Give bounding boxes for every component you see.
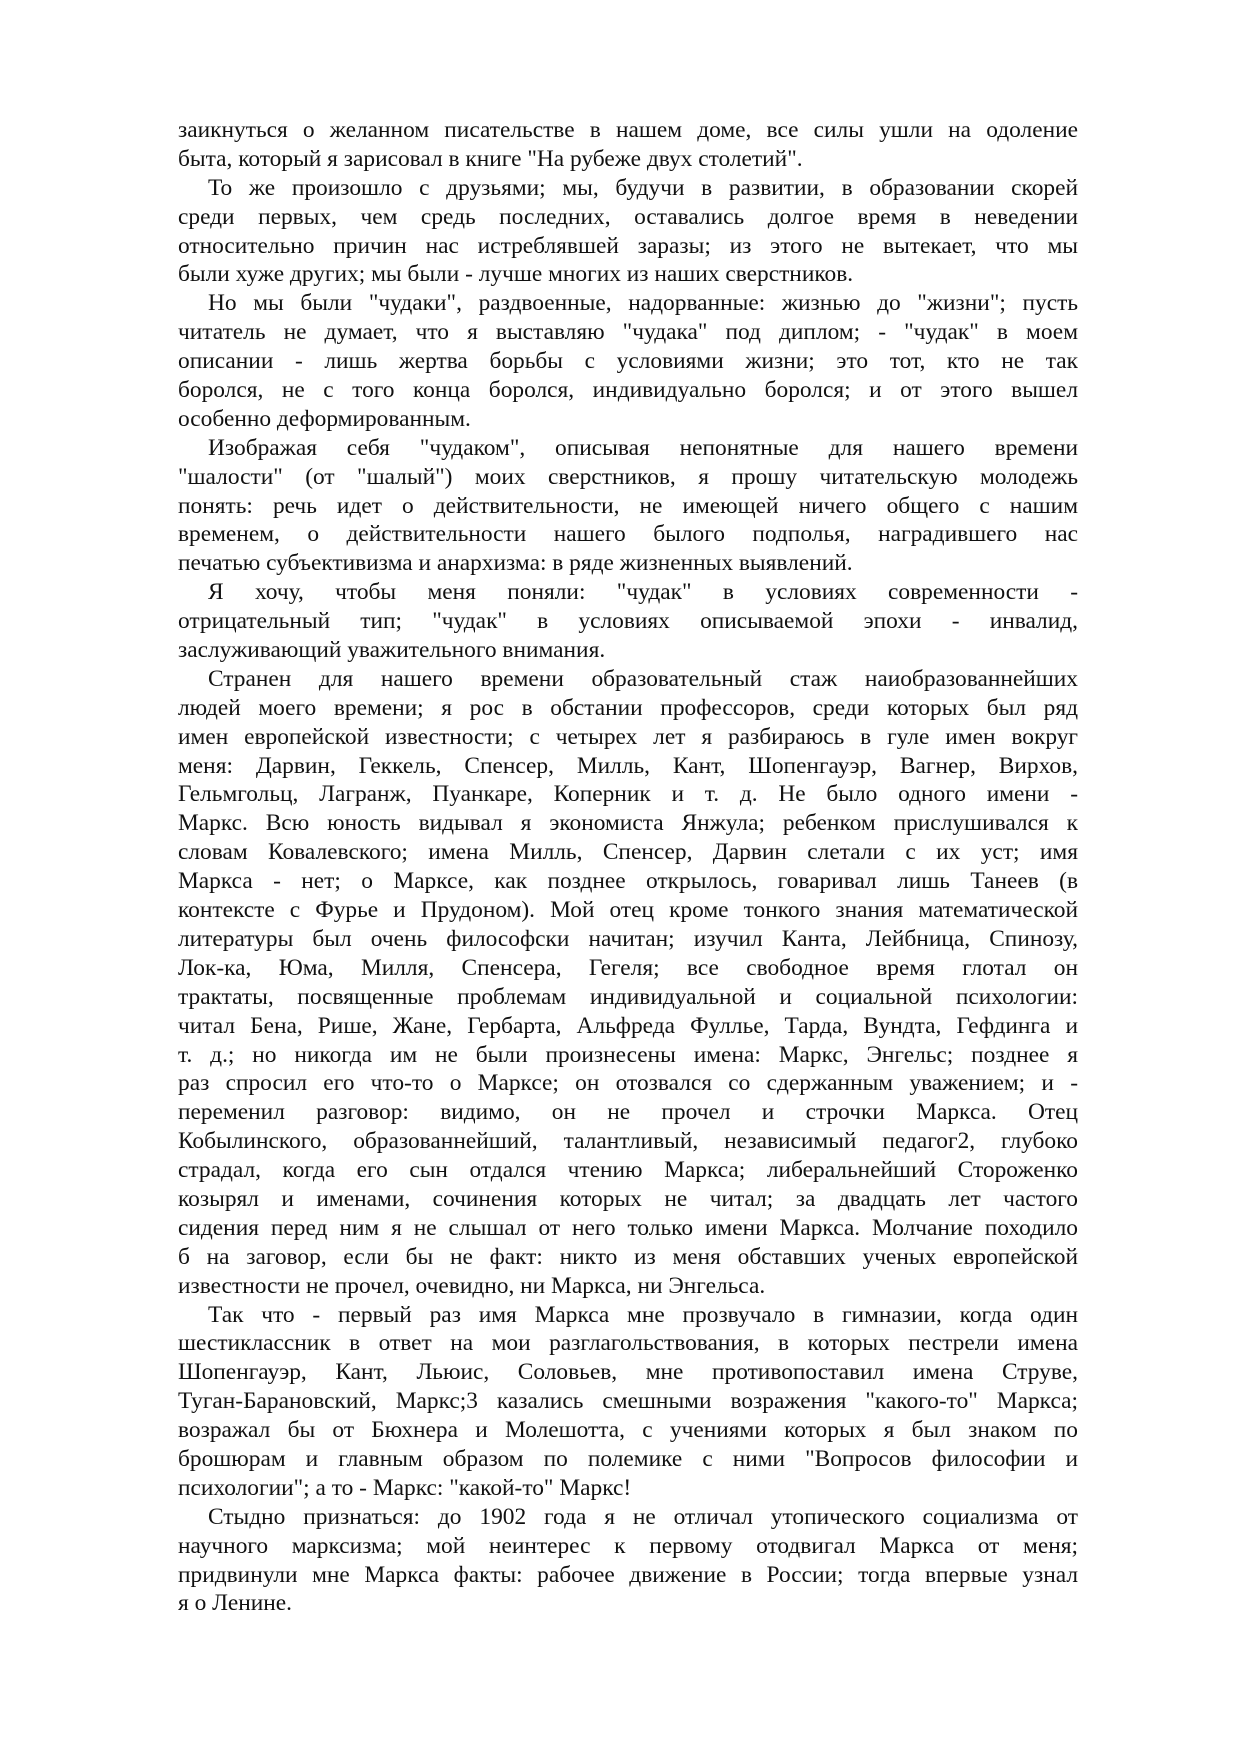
text-line: словам Ковалевского; имена Милль, Спенсер, Дарвин слетали с их уст; имя — [178, 839, 1078, 866]
text-line: среди первых, чем средь последних, оставались долгое время в неведении — [178, 203, 1078, 230]
text-line: Странен для нашего времени образовательный стаж наиобразованнейших — [208, 665, 1078, 692]
text-line: отрицательный тип; "чудак" в условиях описываемой эпохи - инвалид, — [178, 608, 1078, 635]
text-line: Стыдно признаться: до 1902 года я не отличал утопического социализма от — [208, 1503, 1078, 1530]
text-line: были хуже других; мы были - лучше многих из наших сверстников. — [178, 261, 854, 288]
paragraph — [178, 578, 1078, 665]
text-line: Так что - первый раз имя Маркса мне прозвучало в гимназии, когда один — [208, 1301, 1078, 1328]
text-line: Лок-ка, Юма, Милля, Спенсера, Гегеля; все свободное время глотал он — [178, 954, 1078, 981]
text-line: психологии"; а то - Маркс: "какой-то" Маркс! — [178, 1474, 632, 1501]
text-line: имен европейской известности; с четырех лет я разбираюсь в гуле имен вокруг — [178, 723, 1078, 750]
text-line: я о Ленине. — [178, 1590, 293, 1617]
text-line: придвинули мне Маркса факты: рабочее движение в России; тогда впервые узнал — [178, 1561, 1078, 1588]
text-line: брошюрам и главным образом по полемике с ними "Вопросов философии и — [178, 1445, 1078, 1472]
text-line: печатью субъективизма и анархизма: в ряде жизненных выявлений. — [178, 550, 853, 577]
text-line: Я хочу, чтобы меня поняли: "чудак" в условиях современности - — [208, 579, 1078, 606]
text-line: временем, о действительности нашего былого подполья, наградившего нас — [178, 521, 1078, 548]
paragraph — [178, 434, 1078, 578]
paragraph — [178, 1301, 1078, 1503]
text-line: Шопенгауэр, Кант, Льюис, Соловьев, мне противопоставил имена Струве, — [178, 1359, 1078, 1386]
text-line: шестиклассник в ответ на мои разглагольствования, в которых пестрели имена — [178, 1330, 1078, 1357]
text-line: возражал бы от Бюхнера и Молешотта, с учениями которых я был знаком по — [178, 1417, 1078, 1444]
text-line: относительно причин нас истреблявшей заразы; из этого не вытекает, что мы — [178, 232, 1078, 259]
text-line: Гельмгольц, Лагранж, Пуанкаре, Коперник и т. д. Не было одного имени - — [178, 781, 1078, 808]
text-line: б на заговор, если бы не факт: никто из меня обставших ученых европейской — [178, 1243, 1078, 1270]
text-line: переменил разговор: видимо, он не прочел и строчки Маркса. Отец — [178, 1099, 1078, 1126]
text-line: читал Бена, Рише, Жане, Гербарта, Альфреда Фуллье, Тарда, Вундта, Гефдинга и — [178, 1012, 1078, 1039]
text-line: меня: Дарвин, Геккель, Спенсер, Милль, Кант, Шопенгауэр, Вагнер, Вирхов, — [178, 752, 1078, 779]
text-line: литературы был очень философски начитан; изучил Канта, Лейбница, Спинозу, — [178, 925, 1078, 952]
text-line: "шалости" (от "шалый") моих сверстников, я прошу читательскую молодежь — [178, 463, 1078, 490]
text-line: Маркса - нет; о Марксе, как позднее открылось, говаривал лишь Танеев (в — [178, 868, 1078, 895]
text-line: сидения перед ним я не слышал от него только имени Маркса. Молчание походило — [178, 1214, 1078, 1241]
text-line: понять: речь идет о действительности, не имеющей ничего общего с нашим — [178, 492, 1078, 519]
text-line: т. д.; но никогда им не были произнесены имена: Маркс, Энгельс; позднее я — [178, 1041, 1078, 1068]
text-line: описании - лишь жертва борьбы с условиями жизни; это тот, кто не так — [178, 348, 1078, 375]
text-line: особенно деформированным. — [178, 405, 471, 432]
text-line: козырял и именами, сочинения которых не читал; за двадцать лет частого — [178, 1185, 1078, 1212]
paragraph — [178, 174, 1078, 290]
text-line: Изображая себя "чудаком", описывая непонятные для нашего времени — [208, 434, 1078, 461]
text-line: известности не прочел, очевидно, ни Маркса, ни Энгельса. — [178, 1272, 766, 1299]
text-line: Маркс. Всю юность видывал я экономиста Янжула; ребенком прислушивался к — [178, 810, 1078, 837]
text-line: читатель не думает, что я выставляю "чудака" под диплом; - "чудак" в моем — [178, 319, 1078, 346]
text-line: трактаты, посвященные проблемам индивидуальной и социальной психологии: — [178, 983, 1078, 1010]
paragraph — [178, 289, 1078, 433]
text-line: заикнуться о желанном писательстве в нашем доме, все силы ушли на одоление — [178, 117, 1078, 143]
text-line: Кобылинского, образованнейший, талантливый, независимый педагог2, глубоко — [178, 1128, 1078, 1155]
text-line: страдал, когда его сын отдался чтению Маркса; либеральнейший Стороженко — [178, 1157, 1078, 1184]
paragraph — [178, 665, 1078, 1301]
paragraph — [178, 116, 1078, 174]
text-line: То же произошло с друзьями; мы, будучи в развитии, в образовании скорей — [208, 174, 1078, 201]
text-line: научного марксизма; мой неинтерес к первому отодвигал Маркса от меня; — [178, 1532, 1078, 1559]
text-line: Но мы были "чудаки", раздвоенные, надорванные: жизнью до "жизни"; пусть — [208, 290, 1078, 317]
text-line: боролся, не с того конца боролся, индивидуально боролся; и от этого вышел — [178, 377, 1078, 404]
text-line: Туган-Барановский, Маркс;3 казались смешными возражения "какого-то" Маркса; — [178, 1388, 1078, 1415]
text-line: заслуживающий уважительного внимания. — [178, 637, 606, 664]
text-line: быта, который я зарисовал в книге "На рубеже двух столетий". — [178, 145, 803, 172]
text-line: контексте с Фурье и Прудоном). Мой отец кроме тонкого знания математической — [178, 897, 1078, 924]
body-text — [178, 116, 1078, 1618]
text-line: раз спросил его что-то о Марксе; он отозвался со сдержанным уважением; и - — [178, 1070, 1078, 1097]
text-line: людей моего времени; я рос в обстании профессоров, среди которых был ряд — [178, 694, 1078, 721]
paragraph — [178, 1503, 1078, 1619]
